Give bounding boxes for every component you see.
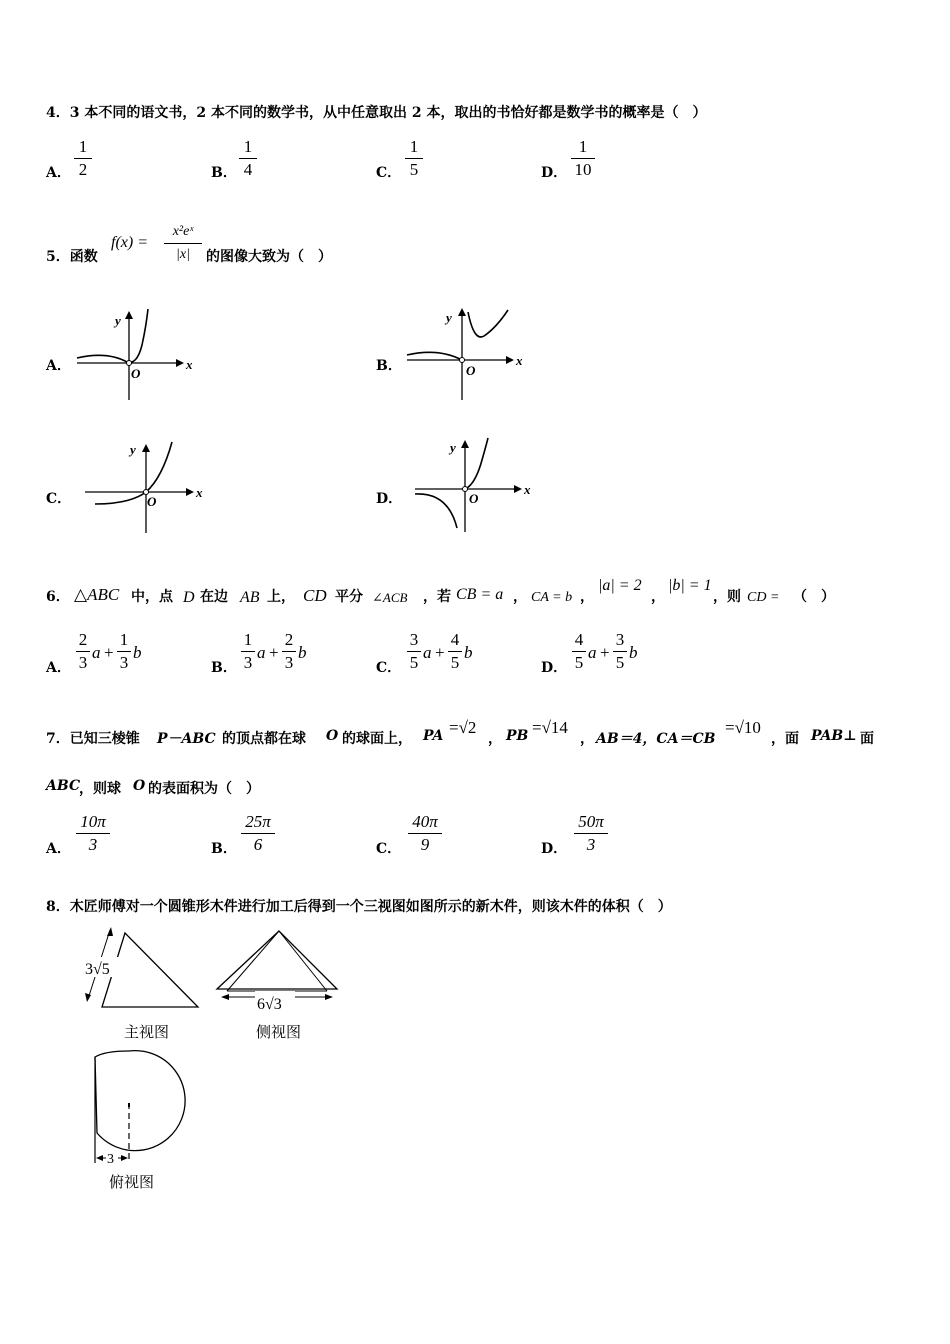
q5-option-d-label[interactable]: D．	[376, 491, 403, 507]
origin-label: O	[147, 494, 157, 509]
front-dimension-label: 3√5	[85, 961, 110, 978]
plus-sign: +	[600, 643, 610, 662]
q5-suffix: 的图像大致为（ ）	[206, 249, 332, 265]
q6-angle: ∠ACB	[372, 590, 408, 605]
q4-option-c-label[interactable]: C．	[376, 165, 402, 181]
denominator: 3	[586, 835, 596, 854]
origin-label: O	[131, 366, 141, 381]
q6-text: ，若	[423, 589, 451, 605]
q6-option-c-frac1	[407, 630, 421, 673]
q7-option-d-label[interactable]: D．	[541, 841, 568, 857]
x-axis-label: x	[186, 357, 193, 372]
denominator: 5	[615, 653, 625, 672]
side-dimension-label: 6√3	[257, 996, 282, 1013]
q6-text: ，	[513, 589, 527, 605]
top-dimension-label: 3	[107, 1152, 114, 1167]
q6-option-a-frac2	[117, 630, 131, 673]
top-view-caption: 俯视图	[109, 1173, 155, 1191]
origin-label: O	[469, 491, 479, 506]
q6-option-d-frac2	[613, 630, 627, 673]
q6-option-d-vector-a: a	[588, 643, 597, 662]
numerator: 40π	[412, 812, 438, 831]
q5-function-fraction	[164, 222, 202, 265]
x-axis-label: x	[516, 353, 523, 368]
q5-option-b-label[interactable]: B．	[376, 358, 402, 374]
q6-triangle: △ABC	[74, 585, 120, 604]
q7-text: ，则球	[79, 781, 121, 797]
q4-option-b-fraction	[239, 137, 257, 180]
numerator: 1	[243, 137, 253, 156]
denominator: 3	[284, 653, 294, 672]
q6-option-a-frac1	[76, 630, 90, 673]
q5-option-c-label[interactable]: C．	[46, 491, 72, 507]
q6-segment-cd: CD	[303, 586, 327, 605]
q7-option-b-fraction	[241, 812, 275, 855]
numerator: 50π	[578, 812, 604, 831]
q4-option-a-fraction	[74, 137, 92, 180]
q6-option-a-label[interactable]: A．	[46, 660, 71, 676]
numerator: 1	[243, 630, 253, 649]
q6-eq-norm-a: |a| = 2	[598, 577, 642, 594]
q7-text: ，面	[771, 731, 799, 747]
q6-point-d: D	[183, 589, 195, 606]
numerator: 10π	[80, 812, 106, 831]
q6-eq-norm-b: |b| = 1	[668, 577, 712, 594]
q6-eq-cb: CB = a	[456, 586, 504, 603]
numerator: x²eˣ	[172, 224, 194, 239]
q6-text: 上，	[267, 589, 295, 605]
numerator: 1	[78, 137, 88, 156]
q6-eq-ca: CA = b	[531, 590, 573, 605]
q5-graph-a	[72, 305, 202, 405]
q4-option-c-fraction	[405, 137, 423, 180]
denominator: 5	[450, 653, 460, 672]
q6-text: 平分	[335, 589, 363, 605]
origin-label: O	[466, 363, 476, 378]
q7-pyramid: P－ABC	[157, 731, 216, 747]
q7-option-a-label[interactable]: A．	[46, 841, 71, 857]
q6-option-b-frac2	[282, 630, 296, 673]
numerator: 3	[409, 630, 419, 649]
q6-option-d-frac1	[572, 630, 586, 673]
plus-sign: +	[104, 643, 114, 662]
q6-text: 在边	[200, 589, 228, 605]
q6-option-a-vector-a: a	[92, 643, 101, 662]
q6-option-b-frac1	[241, 630, 255, 673]
numerator: 2	[78, 630, 88, 649]
q6-option-a-vector-b: b	[133, 643, 142, 662]
numerator: 25π	[245, 812, 271, 831]
q5-graph-d	[410, 432, 540, 537]
y-axis-label: y	[115, 313, 121, 328]
q4-option-a-label[interactable]: A．	[46, 165, 71, 181]
q5-graph-c	[80, 438, 210, 538]
q7-option-c-label[interactable]: C．	[376, 841, 402, 857]
numerator: 4	[450, 630, 460, 649]
q7-eq-cb: =√10	[725, 718, 761, 737]
q7-text: 7．已知三棱锥	[46, 731, 140, 747]
q4-stem: 4．3 本不同的语文书，2 本不同的数学书，从中任意取出 2 本，取出的书恰好都是数学书的概率是（ ）	[46, 105, 707, 121]
q6-text: ，	[651, 589, 665, 605]
q7-pa: PA	[423, 728, 444, 744]
denominator: 5	[574, 653, 584, 672]
numerator: 2	[284, 630, 294, 649]
denominator: 10	[574, 160, 592, 179]
y-axis-label: y	[446, 310, 452, 325]
plus-sign: +	[269, 643, 279, 662]
denominator: 5	[409, 160, 419, 179]
front-view-caption: 主视图	[124, 1023, 170, 1041]
q8-stem: 8．木匠师傅对一个圆锥形木件进行加工后得到一个三视图如图所示的新木件，则该木件的体积（ ）	[46, 899, 672, 915]
q6-option-c-vector-a: a	[423, 643, 432, 662]
denominator: 3	[88, 835, 98, 854]
q5-prefix: 5．函数	[46, 249, 98, 265]
x-axis-label: x	[196, 485, 203, 500]
numerator: 4	[574, 630, 584, 649]
q6-option-b-vector-b: b	[298, 643, 307, 662]
numerator: 1	[409, 137, 419, 156]
q6-option-b-label[interactable]: B．	[211, 660, 237, 676]
q6-option-d-label[interactable]: D．	[541, 660, 568, 676]
q8-side-view	[213, 925, 348, 1045]
q7-text: ，	[580, 731, 594, 747]
q7-text: 的顶点都在球	[222, 731, 306, 747]
q7-text: 的表面积为（ ）	[148, 781, 260, 797]
q6-option-c-label[interactable]: C．	[376, 660, 402, 676]
q7-sphere-o: O	[133, 778, 146, 794]
q7-option-a-fraction	[76, 812, 110, 855]
q6-number: 6．	[46, 589, 70, 605]
x-axis-label: x	[524, 482, 531, 497]
q8-front-view	[80, 925, 210, 1045]
q7-pb: PB	[506, 728, 529, 744]
denominator: 9	[420, 835, 430, 854]
q7-abc: ABC	[46, 778, 81, 794]
q6-option-c-frac2	[448, 630, 462, 673]
q6-text: ，	[580, 589, 594, 605]
q7-sphere-o: O	[326, 728, 339, 744]
q7-option-b-label[interactable]: B．	[211, 841, 237, 857]
q7-eq-pa: =√2	[449, 718, 477, 737]
denominator: 6	[253, 835, 263, 854]
q6-text: （ ）	[793, 589, 835, 605]
denominator: |x|	[176, 247, 190, 262]
q4-option-d-fraction	[571, 137, 595, 180]
q6-option-c-vector-b: b	[464, 643, 473, 662]
q8-top-view	[85, 1045, 195, 1195]
y-axis-label: y	[130, 442, 136, 457]
q7-option-d-fraction	[574, 812, 608, 855]
q5-graph-b	[402, 300, 532, 405]
numerator: 1	[578, 137, 588, 156]
denominator: 4	[243, 160, 253, 179]
q6-option-b-vector-a: a	[257, 643, 266, 662]
denominator: 5	[409, 653, 419, 672]
q7-eq-pb: =√14	[532, 718, 568, 737]
q7-option-c-fraction	[408, 812, 442, 855]
side-view-caption: 侧视图	[256, 1023, 302, 1041]
numerator: 3	[615, 630, 625, 649]
denominator: 3	[78, 653, 88, 672]
q6-side-ab: AB	[240, 589, 260, 606]
q5-option-a-label[interactable]: A．	[46, 358, 71, 374]
q6-text: 中，点	[131, 589, 173, 605]
q6-text: ，则	[713, 589, 741, 605]
q7-ab-ca-cb: AB＝4，CA＝CB	[596, 731, 716, 747]
q6-eq-cd: CD =	[747, 590, 780, 605]
q7-pab: PAB⊥	[811, 728, 857, 744]
numerator: 1	[119, 630, 129, 649]
q7-text: ，	[488, 731, 502, 747]
denominator: 3	[119, 653, 129, 672]
q7-text: 的球面上，	[342, 731, 412, 747]
denominator: 3	[243, 653, 253, 672]
q4-option-b-label[interactable]: B．	[211, 165, 237, 181]
denominator: 2	[78, 160, 88, 179]
q5-function-name: f(x) =	[111, 234, 148, 251]
q6-option-d-vector-b: b	[629, 643, 638, 662]
plus-sign: +	[435, 643, 445, 662]
q4-option-d-label[interactable]: D．	[541, 165, 568, 181]
y-axis-label: y	[450, 440, 456, 455]
q7-text: 面	[860, 731, 874, 747]
